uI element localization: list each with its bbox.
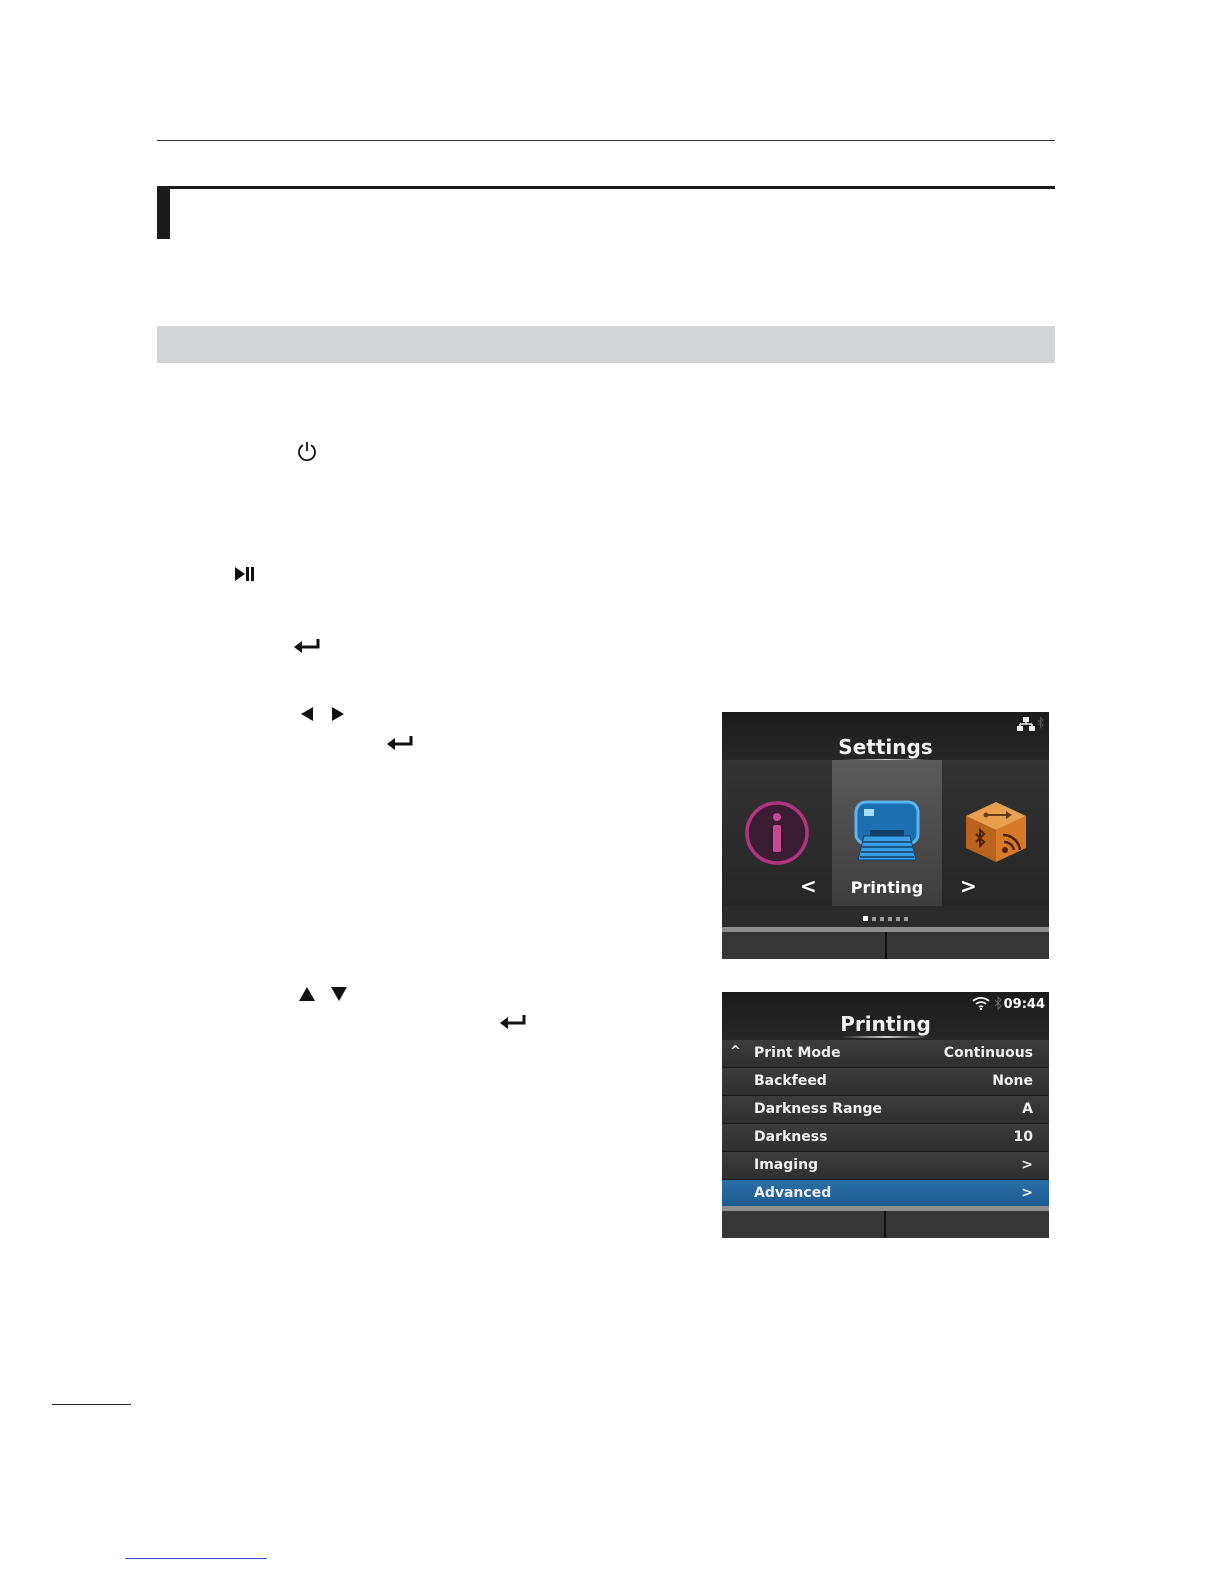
play-pause-icon — [234, 566, 256, 582]
down-triangle-icon — [330, 986, 348, 1002]
section-heading-band — [157, 326, 1055, 363]
row-label: Advanced — [754, 1185, 832, 1201]
row-value: A — [1022, 1101, 1033, 1117]
chapter-heading-bar — [157, 186, 1055, 189]
chevron-right-icon: > — [1021, 1157, 1033, 1173]
bluetooth-icon — [994, 996, 1002, 1010]
row-value: None — [992, 1073, 1033, 1089]
chevron-right-icon: > — [1021, 1185, 1033, 1201]
softkey-divider — [884, 1211, 886, 1238]
header-rule — [157, 140, 1055, 141]
tile-printing[interactable] — [832, 760, 942, 906]
enter-icon — [294, 638, 322, 653]
tile-label: Printing — [850, 878, 924, 897]
page-dot — [863, 916, 868, 921]
left-triangle-icon — [299, 706, 315, 722]
menu-row-print-mode[interactable] — [722, 1040, 1049, 1068]
footer-link-underline[interactable] — [125, 1558, 267, 1559]
row-value: Continuous — [943, 1045, 1033, 1061]
softkey-bar — [722, 927, 1049, 959]
printing-screen — [722, 992, 1049, 1238]
interface-cube-icon — [962, 798, 1030, 866]
page-dot — [888, 917, 892, 921]
chapter-heading-marker — [157, 186, 170, 239]
row-label: Imaging — [754, 1157, 819, 1173]
menu-row-imaging[interactable] — [722, 1152, 1049, 1180]
wifi-icon — [972, 996, 990, 1010]
clock-time: 09:44 — [1003, 997, 1045, 1012]
info-icon — [744, 800, 810, 866]
row-value: 10 — [1013, 1129, 1033, 1145]
screen-title: Printing — [840, 1012, 931, 1036]
page-dot — [880, 917, 884, 921]
menu-row-backfeed[interactable] — [722, 1068, 1049, 1096]
printer-icon — [850, 796, 924, 864]
page-indicator — [722, 910, 1049, 920]
settings-screen — [722, 712, 1049, 959]
title-underline — [842, 1036, 930, 1038]
row-label: Print Mode — [754, 1045, 841, 1061]
page-dot — [904, 917, 908, 921]
enter-icon — [500, 1014, 528, 1029]
scroll-up-icon[interactable]: ^ — [730, 1044, 741, 1059]
row-label: Backfeed — [754, 1073, 827, 1089]
row-label: Darkness Range — [754, 1101, 882, 1117]
footer-rule — [52, 1404, 131, 1405]
tile-info[interactable] — [722, 760, 832, 906]
page-dot — [896, 917, 900, 921]
menu-row-darkness[interactable] — [722, 1124, 1049, 1152]
softkey-bar — [722, 1206, 1049, 1238]
softkey-divider — [885, 932, 887, 959]
enter-icon — [387, 735, 415, 750]
menu-row-advanced[interactable] — [722, 1180, 1049, 1208]
row-label: Darkness — [754, 1129, 828, 1145]
right-triangle-icon — [330, 706, 346, 722]
tile-interface[interactable] — [942, 760, 1049, 906]
page-dot — [872, 917, 876, 921]
power-icon — [296, 440, 318, 462]
menu-row-darkness-range[interactable] — [722, 1096, 1049, 1124]
up-triangle-icon — [298, 986, 316, 1002]
next-arrow-icon[interactable]: > — [960, 874, 977, 898]
prev-arrow-icon[interactable]: < — [800, 874, 817, 898]
network-icon — [1017, 716, 1045, 732]
screen-title: Settings — [838, 735, 933, 759]
